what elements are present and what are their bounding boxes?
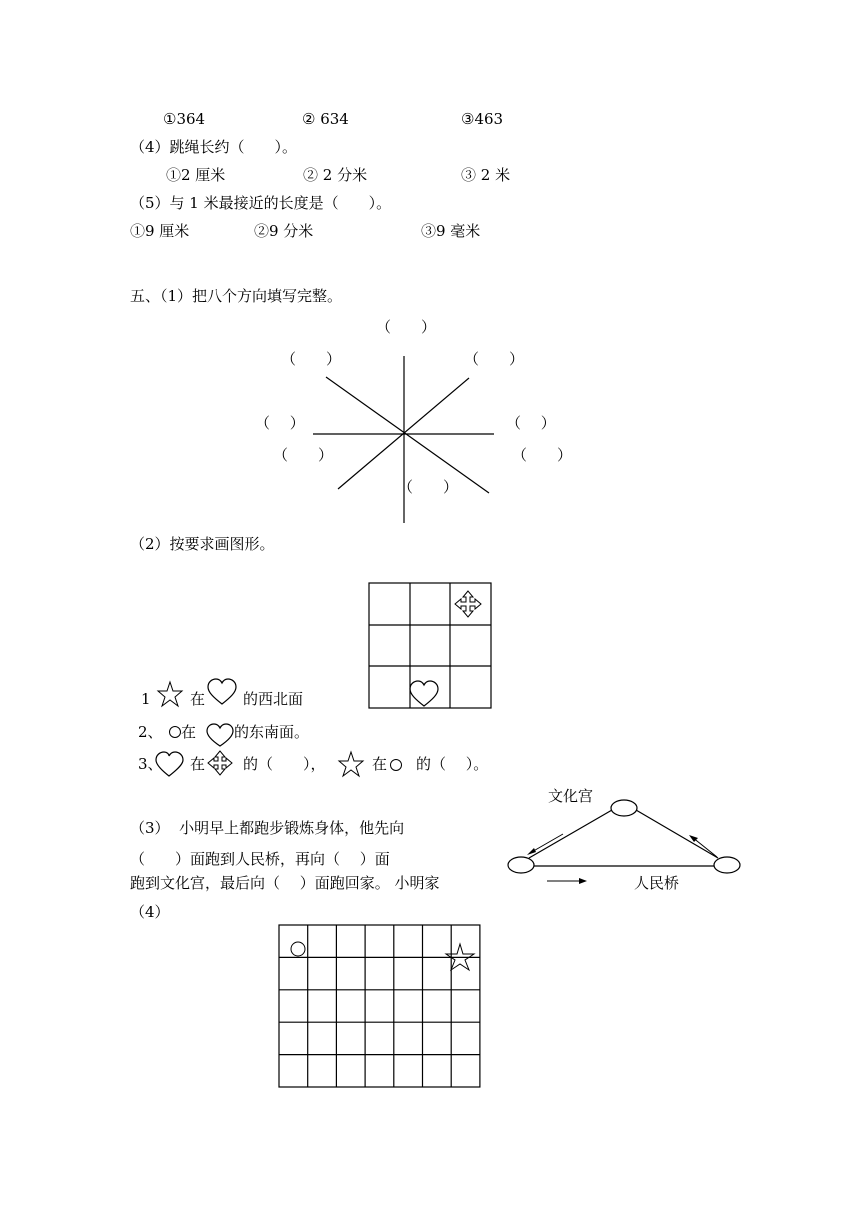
star-icon — [339, 752, 363, 776]
cross-arrows-icon — [208, 751, 232, 775]
part2-heading: （2）按要求画图形。 — [130, 535, 275, 553]
blank-northeast[interactable]: （ ） — [464, 350, 525, 368]
blank-northwest[interactable]: （ ） — [281, 350, 342, 368]
q5-option-1: ①9 厘米 — [130, 222, 190, 240]
blank-southeast[interactable]: （ ） — [512, 446, 573, 464]
item2-text-a: 在 — [181, 723, 197, 741]
heart-icon — [410, 681, 438, 706]
label-bridge: 人民桥 — [634, 874, 680, 892]
q4-option-3: ③ 2 米 — [461, 166, 511, 184]
item3-text-c: 在 — [372, 755, 388, 773]
q4-stem: （4）跳绳长约（ ）。 — [130, 138, 298, 156]
item2-text-b: 的东南面。 — [234, 723, 310, 741]
q5-stem: （5）与 1 米最接近的长度是（ ）。 — [130, 194, 392, 212]
circle-icon — [391, 760, 402, 771]
label-palace: 文化宫 — [548, 787, 594, 805]
blank-west[interactable]: （ ） — [255, 414, 305, 432]
q3-option-2: ② 634 — [302, 110, 349, 128]
blank-north[interactable]: （ ） — [376, 318, 437, 336]
home-node — [508, 857, 534, 873]
q5-option-3: ③9 毫米 — [421, 222, 481, 240]
circle-icon — [291, 942, 305, 956]
blank-south[interactable]: （ ） — [398, 478, 459, 496]
route-diagram — [508, 800, 740, 884]
blank-east[interactable]: （ ） — [506, 414, 556, 432]
arrow-icon — [689, 835, 717, 857]
item3-text-d[interactable]: 的（ ）。 — [416, 755, 489, 773]
arrow-icon — [527, 834, 563, 855]
q4-option-2: ② 2 分米 — [303, 166, 368, 184]
bridge-node — [714, 857, 740, 873]
compass-diagram — [313, 356, 494, 523]
part3-line2[interactable]: （ ）面跑到人民桥，再向（ ）面 — [130, 850, 390, 868]
blank-southwest[interactable]: （ ） — [273, 446, 334, 464]
circle-icon — [170, 727, 181, 738]
part3-line3[interactable]: 跑到文化宫，最后向（ ）面跑回家。 小明家 — [130, 874, 440, 892]
q5-option-2: ②9 分米 — [254, 222, 314, 240]
cross-arrows-icon — [455, 591, 481, 617]
q3-option-3: ③463 — [461, 110, 504, 128]
item3-text-a: 在 — [190, 755, 206, 773]
star-icon — [158, 682, 182, 706]
part4-heading: （4） — [130, 903, 170, 921]
q3-option-1: ①364 — [163, 110, 206, 128]
item3-number: 3、 — [138, 755, 163, 773]
q4-option-1: ①2 厘米 — [166, 166, 226, 184]
grid-7x5 — [279, 925, 480, 1087]
heart-icon — [208, 679, 236, 704]
item3-text-b[interactable]: 的（ ）， — [243, 755, 326, 773]
part3-line1: （3） 小明早上都跑步锻炼身体，他先向 — [130, 819, 405, 837]
item1-number: 1 — [141, 690, 151, 708]
section5-heading: 五、（1）把八个方向填写完整。 — [130, 287, 343, 305]
palace-node — [611, 800, 637, 816]
item2-number: 2、 — [138, 723, 163, 741]
grid-border — [279, 925, 480, 1087]
item1-text-b: 的西北面 — [243, 690, 304, 708]
item1-text-a: 在 — [190, 690, 206, 708]
heart-icon — [207, 724, 233, 746]
arrow-icon — [547, 878, 587, 884]
